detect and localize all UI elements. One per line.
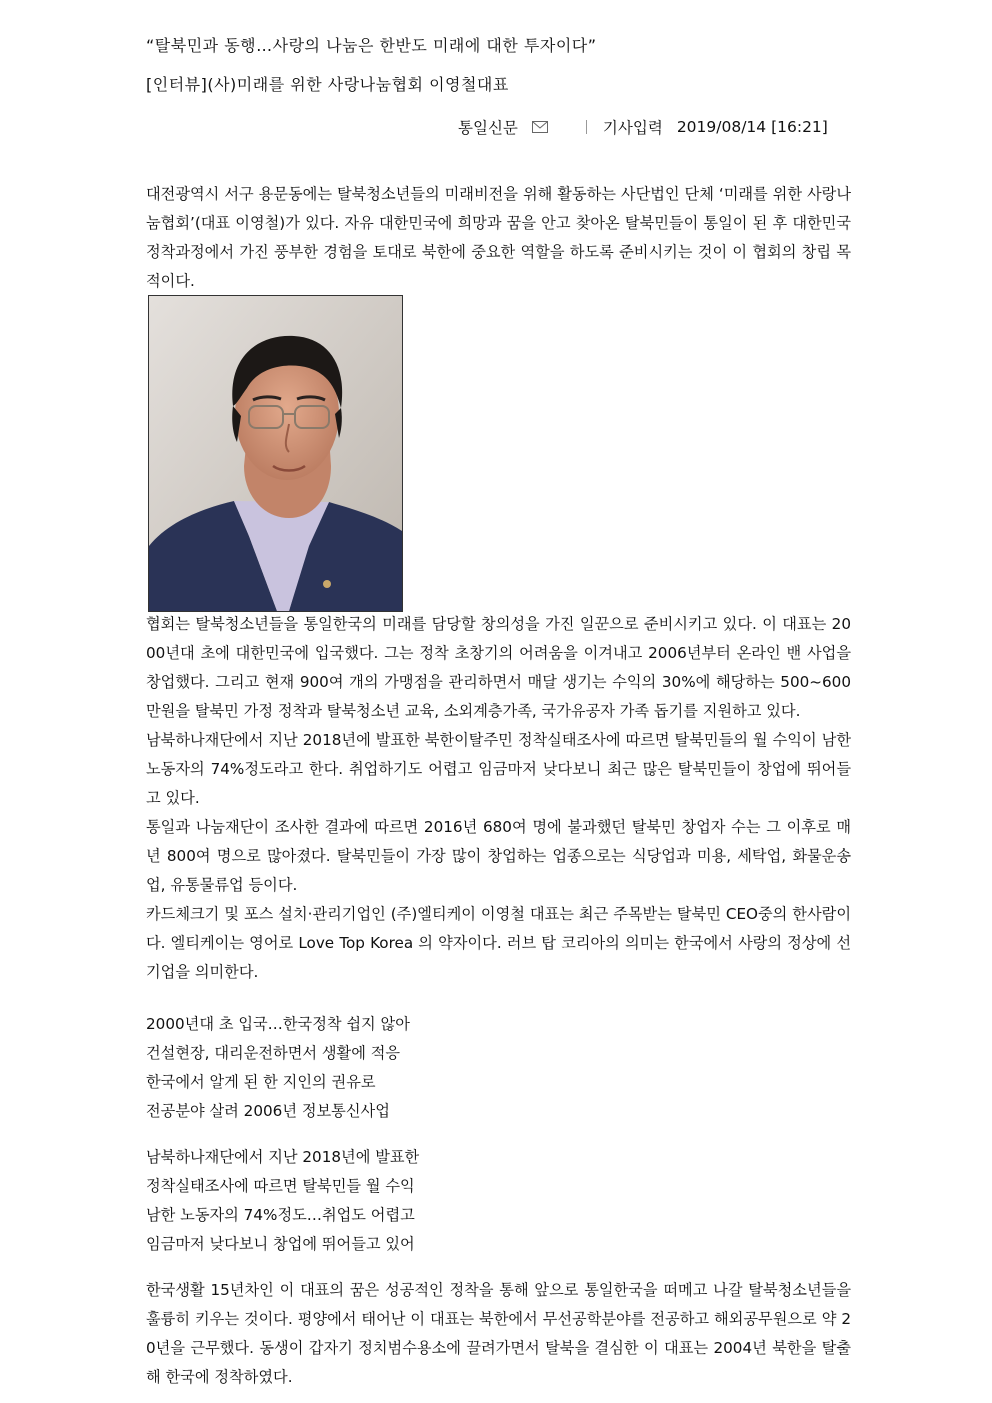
highlight-line: 한국에서 알게 된 한 지인의 권유로 [146, 1073, 376, 1091]
article-meta [458, 116, 828, 138]
portrait-photo [148, 295, 403, 612]
source-name: 통일신문 [458, 119, 518, 137]
intro-paragraph: 대전광역시 서구 용문동에는 탈북청소년들의 미래비전을 위해 활동하는 사단법인 단체 ‘미래를 위한 사랑나눔협회’(대표 이영철)가 있다. 자유 대한민국에 희망과 꿈을 안고 찾아온 탈북민들이 통일이 된 후 대한민국 정착과정에서 가진 풍부한 경험을 토대로 북한에 중요한 역할을 하도록 준비시키는 것이 이 협회의 창립 목적이다. [146, 185, 851, 290]
body-paragraph: 협회는 탈북청소년들을 통일한국의 미래를 담당할 창의성을 가진 일꾼으로 준비시키고 있다. 이 대표는 2000년대 초에 대한민국에 입국했다. 그는 정착 초창기의 어려움을 이겨내고 2006년부터 온라인 밴 사업을 창업했다. 그리고 현재 900여 개의 가맹점을 관리하면서 매달 생기는 수익의 30%에 해당하는 500~600만원을 탈북민 가정 정착과 탈북청소년 교육, 소외계층가족, 국가유공자 가족 돕기를 지원하고 있다. [146, 615, 851, 720]
highlight-line: 2000년대 초 입국…한국정착 쉽지 않아 [146, 1015, 410, 1033]
highlight-block-1 [146, 1010, 410, 1126]
highlight-line: 건설현장, 대리운전하면서 생활에 적응 [146, 1044, 401, 1062]
body-paragraph: 통일과 나눔재단이 조사한 결과에 따르면 2016년 680여 명에 불과했던 탈북민 창업자 수는 그 이후로 매년 800여 명으로 많아졌다. 탈북민들이 가장 많이 창업하는 업종으로는 식당업과 미용, 세탁업, 화물운송업, 유통물류업 등이다. [146, 818, 851, 894]
highlight-line: 정착실태조사에 따르면 탈북민들 월 수익 [146, 1177, 415, 1195]
highlight-line: 임금마저 낮다보니 창업에 뛰어들고 있어 [146, 1235, 415, 1253]
highlight-line: 남북하나재단에서 지난 2018년에 발표한 [146, 1148, 420, 1166]
body-paragraphs [146, 610, 851, 987]
date-value: 2019/08/14 [16:21] [676, 118, 828, 136]
highlight-line: 남한 노동자의 74%정도…취업도 어렵고 [146, 1206, 415, 1224]
article-subheadline: [인터뷰](사)미래를 위한 사랑나눔협회 이영철대표 [146, 75, 509, 94]
body-paragraph: 남북하나재단에서 지난 2018년에 발표한 북한이탈주민 정착실태조사에 따르면 탈북민들의 월 수익이 남한 노동자의 74%정도라고 한다. 취업하기도 어렵고 임금마저 낮다보니 최근 많은 탈북민들이 창업에 뛰어들고 있다. [146, 731, 851, 807]
article-headline: “탈북민과 동행…사랑의 나눔은 한반도 미래에 대한 투자이다” [146, 36, 597, 55]
closing-paragraph: 한국생활 15년차인 이 대표의 꿈은 성공적인 정착을 통해 앞으로 통일한국을 떠메고 나갈 탈북청소년들을 훌륭히 키우는 것이다. 평양에서 태어난 이 대표는 북한에서 무선공학분야를 전공하고 해외공무원으로 약 20년을 근무했다. 동생이 갑자기 정치범수용소에 끌려가면서 탈북을 결심한 이 대표는 2004년 북한을 탈출해 한국에 정착하였다. [146, 1281, 851, 1386]
meta-divider [586, 120, 587, 134]
highlight-block-2 [146, 1143, 419, 1259]
date-label: 기사입력 [602, 119, 663, 137]
envelope-icon[interactable] [532, 121, 548, 133]
body-paragraph: 카드체크기 및 포스 설치·관리기업인 (주)엘티케이 이영철 대표는 최근 주목받는 탈북민 CEO중의 한사람이다. 엘티케이는 영어로 Love Top Korea 의 약자이다. 러브 탑 코리아의 의미는 한국에서 사랑의 정상에 선 기업을 의미한다. [146, 905, 851, 981]
highlight-line: 전공분야 살려 2006년 정보통신사업 [146, 1102, 390, 1120]
